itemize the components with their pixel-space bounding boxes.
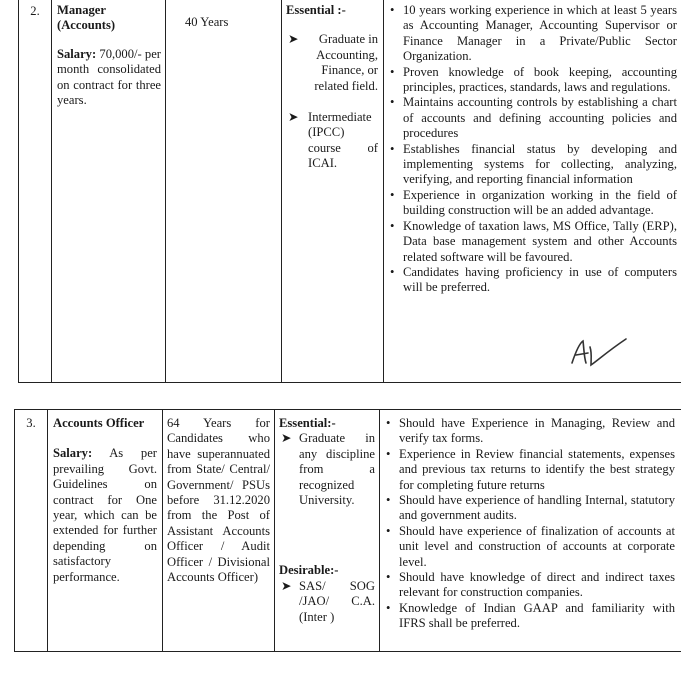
essential-label: Essential :- bbox=[286, 3, 346, 17]
arrow-bullet-icon: ➤ bbox=[288, 32, 299, 47]
list-item: • Maintains accounting controls by establishing a chart of accounts and defining accounting policies and procedures bbox=[389, 95, 677, 141]
list-item: ➤ SAS/ SOG /JAO/ C.A. (Inter ) bbox=[281, 578, 375, 624]
list-item: • 10 years working experience in which at least 5 years as Accounting Manager, Accounting Supervisor or Finance Manager in a Private/Public Sector Organization. bbox=[389, 3, 677, 65]
signature-initials bbox=[564, 329, 644, 371]
experience-list bbox=[389, 3, 677, 296]
column-divider bbox=[383, 0, 384, 382]
list-item: ➤ Graduate in Accounting, Finance, or related field. bbox=[288, 32, 378, 93]
column-divider bbox=[47, 410, 48, 651]
salary-text: As per prevailing Govt. Guidelines on contract for One year, which can be extended for further depending on satisfactory performance. bbox=[53, 446, 157, 584]
column-divider bbox=[274, 410, 275, 651]
list-item: • Experience in Review financial statements, expenses and previous tax returns to identify the best strategy for completing future returns bbox=[385, 447, 675, 493]
column-divider bbox=[165, 0, 166, 382]
qualification-column bbox=[279, 416, 375, 625]
list-item: • Should have experience of finalization of accounts at unit level and construction of accounts at corporate level. bbox=[385, 524, 675, 570]
essential-label: Essential:- bbox=[279, 416, 336, 430]
experience-column bbox=[389, 3, 677, 296]
list-item: • Should have Experience in Managing, Review and verify tax forms. bbox=[385, 416, 675, 447]
serial-number: 2. bbox=[30, 4, 40, 18]
post-column bbox=[57, 3, 161, 108]
arrow-bullet-icon: ➤ bbox=[281, 431, 292, 446]
list-item: • Experience in organization working in the field of building construction will be an added advantage. bbox=[389, 188, 677, 219]
qualification-column bbox=[286, 3, 378, 172]
desirable-label: Desirable:- bbox=[279, 563, 339, 578]
arrow-bullet-icon: ➤ bbox=[288, 110, 299, 125]
column-divider bbox=[281, 0, 282, 382]
list-item: • Should have knowledge of direct and indirect taxes relevant for construction companies. bbox=[385, 570, 675, 601]
table-row-accounts-officer bbox=[14, 409, 681, 652]
serial-number: 3. bbox=[26, 416, 36, 430]
arrow-bullet-icon: ➤ bbox=[281, 578, 292, 593]
table-row-manager-accounts bbox=[18, 0, 681, 383]
column-divider bbox=[162, 410, 163, 651]
column-divider bbox=[379, 410, 380, 651]
list-item: • Knowledge of Indian GAAP and familiarity with IFRS shall be preferred. bbox=[385, 601, 675, 632]
salary-details bbox=[57, 47, 161, 109]
age-limit: 64 Years for Candidates who have superannuated from State/ Central/ Government/ PSUs before 31.12.2020 from the Post of Assistant Accounts Officer / Audit Officer / Divisional Accounts Officer) bbox=[167, 416, 270, 585]
post-column bbox=[53, 416, 157, 585]
experience-list bbox=[385, 416, 675, 632]
list-item: • Candidates having proficiency in use of computers will be preferred. bbox=[389, 265, 677, 296]
salary-text: 70,000/- per month consolidated on contract for three years. bbox=[57, 46, 161, 108]
list-item: • Knowledge of taxation laws, MS Office, Tally (ERP), Data base management system and other Accounts related software will be favoured. bbox=[389, 219, 677, 265]
qualification-list bbox=[286, 32, 378, 171]
column-divider bbox=[51, 0, 52, 382]
list-item: ➤ Graduate in any discipline from a recognized University. bbox=[281, 431, 375, 508]
salary-label: Salary: bbox=[53, 446, 93, 461]
list-item: • Proven knowledge of book keeping, accounting principles, practices, standards, laws and regulations. bbox=[389, 65, 677, 96]
post-title: Accounts Officer bbox=[53, 416, 145, 430]
list-item: • Should have experience of handling Internal, statutory and government audits. bbox=[385, 493, 675, 524]
experience-column bbox=[385, 416, 675, 632]
list-item: ➤ Intermediate (IPCC) course of ICAI. bbox=[288, 110, 378, 171]
salary-label: Salary: bbox=[57, 46, 97, 61]
age-limit: 40 Years bbox=[185, 15, 229, 29]
desirable-list bbox=[279, 579, 375, 625]
essential-list bbox=[279, 431, 375, 508]
post-title: Manager (Accounts) bbox=[57, 3, 116, 33]
salary-details bbox=[53, 446, 157, 585]
list-item: • Establishes financial status by developing and implementing systems for collecting, analyzing, verifying, and reporting financial information bbox=[389, 142, 677, 188]
